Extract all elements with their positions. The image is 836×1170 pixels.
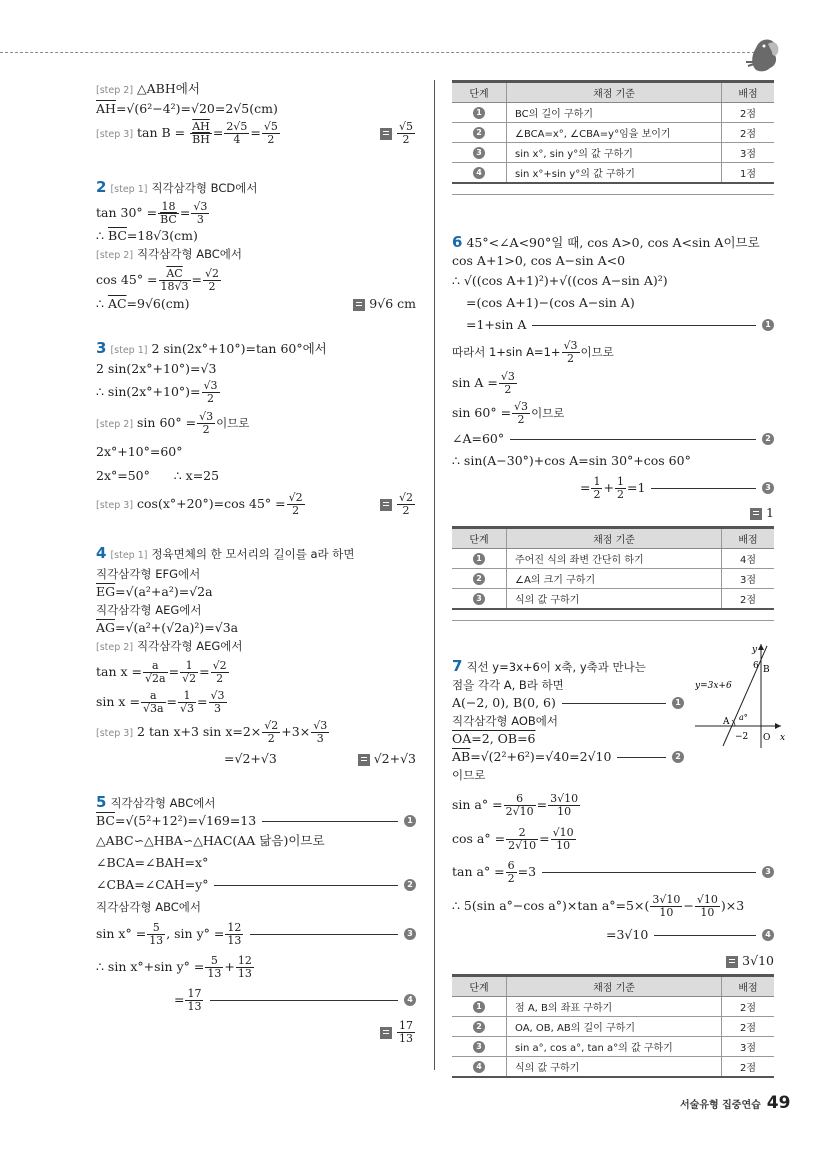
step-label: [step 1] xyxy=(110,550,148,561)
fraction: $\frac{√3}{3}$ xyxy=(210,689,225,715)
equation: =√(6²−4²)=√20=2√5(cm) xyxy=(115,101,278,116)
equation: =√(5²+12²)=√169=13 xyxy=(114,813,257,828)
text: △ABH에서 xyxy=(137,81,200,96)
equation: − xyxy=(683,898,694,913)
text: 직각삼각형 ABC에서 xyxy=(110,796,216,810)
step-mark-icon: 4 xyxy=(473,1061,485,1073)
equation: 2x°=50° ∴ x=25 xyxy=(96,468,220,483)
fraction: $\frac{5}{13}$ xyxy=(149,920,164,947)
table-header: 배점 xyxy=(722,528,775,549)
text: 이므로 xyxy=(580,345,614,359)
fraction: $\frac{1}{√3}$ xyxy=(180,689,195,715)
text: 직각삼각형 AOB에서 xyxy=(452,714,559,728)
svg-text:A: A xyxy=(723,717,730,727)
equation: =1+sin A xyxy=(466,317,527,332)
table-row: 3 sin x°, sin y°의 값 구하기 3점 xyxy=(452,143,774,163)
fraction: $\frac{√3}{2}$ xyxy=(514,400,529,426)
equation: )×3 xyxy=(720,898,745,913)
table-header: 단계 xyxy=(452,528,507,549)
table-header: 단계 xyxy=(452,82,507,103)
squirrel-mascot-icon xyxy=(742,30,784,76)
equation: tan 30° = xyxy=(96,205,158,220)
text: 직각삼각형 ABC에서 xyxy=(96,900,202,914)
answer: 9√6 cm xyxy=(353,295,416,313)
svg-text:O: O xyxy=(763,733,771,743)
fraction: $\frac{\overline{AC}}{18√3}$ xyxy=(160,267,189,293)
equation: =(cos A+1)−(cos A−sin A) xyxy=(466,295,635,310)
fraction: $\frac{√10}{10}$ xyxy=(696,893,718,919)
text: 이므로 xyxy=(216,416,250,430)
equation: A(−2, 0), B(0, 6) xyxy=(452,695,556,710)
segment-label: $\overline{BC}$ xyxy=(107,228,127,243)
segment-label: $\overline{BC}$ xyxy=(96,813,115,828)
table-row: 4 식의 값 구하기 2점 xyxy=(452,1057,774,1078)
fraction: $\frac{1}{√2}$ xyxy=(182,659,197,685)
fraction: $\frac{√2}{2}$ xyxy=(288,491,303,517)
fraction: $\frac{17}{13}$ xyxy=(187,986,202,1013)
equation: = xyxy=(580,479,591,495)
segment-label: $\overline{AC}$ xyxy=(107,296,127,311)
grading-table-q6 xyxy=(452,526,774,610)
fraction: $\frac{5}{13}$ xyxy=(207,954,222,980)
fraction: $\frac{12}{13}$ xyxy=(237,954,252,980)
step-mark-icon: 3 xyxy=(473,147,485,159)
step-mark-icon: 3 xyxy=(762,866,774,878)
equation: OA=2, OB=6 xyxy=(452,731,536,746)
equation: ∠CBA=∠CAH=y° xyxy=(96,877,209,892)
footer-title: 서술유형 집중연습 xyxy=(680,1100,761,1111)
table-row: 1 BC의 길이 구하기 2점 xyxy=(452,103,774,123)
answer-icon xyxy=(726,956,738,968)
equation: sin a° = xyxy=(452,797,503,812)
step-mark-icon: 2 xyxy=(473,1021,485,1033)
equation: tan B = xyxy=(137,125,186,140)
equation: cos 45° = xyxy=(96,272,158,287)
step-label: [step 3] xyxy=(96,129,134,140)
equation: ∴ √((cos A+1)²)+√((cos A−sin A)²) xyxy=(452,273,668,288)
svg-text:x: x xyxy=(780,733,785,743)
step-mark-icon: 3 xyxy=(404,928,416,940)
segment-label: $\overline{AB}$ xyxy=(452,749,471,764)
answer-icon xyxy=(750,508,762,520)
fraction: $\frac{√3}{2}$ xyxy=(500,370,515,396)
step-label: [step 2] xyxy=(96,642,134,653)
equation: sin 60° = xyxy=(452,405,512,420)
fraction: $\frac{√2}{2}$ xyxy=(264,719,279,745)
step-mark-icon: 1 xyxy=(672,697,684,709)
text: 직각삼각형 ABC에서 xyxy=(137,247,243,261)
fraction: $\frac{\overline{AH}}{BH}$ xyxy=(192,120,210,146)
table-header: 채점 기준 xyxy=(507,976,722,997)
text: 직각삼각형 AEG에서 xyxy=(96,603,202,617)
step-label: [step 3] xyxy=(96,728,134,739)
answer: √2+√3 xyxy=(358,747,416,771)
step-label: [step 1] xyxy=(110,184,148,195)
equation: ∴ sin(A−30°)+cos A=sin 30°+cos 60° xyxy=(452,453,691,468)
equation: =√2+√3 xyxy=(224,751,277,766)
table-header: 단계 xyxy=(452,976,507,997)
fraction: $\frac{6}{2√10}$ xyxy=(505,792,534,818)
answer: $\frac{√5}{2}$ xyxy=(380,118,416,148)
equation: sin x = xyxy=(96,694,140,709)
fraction: $\frac{12}{13}$ xyxy=(227,920,242,947)
equation: =√(a²+a²)=√2a xyxy=(115,584,213,599)
table-row: 2 OA, OB, AB의 길이 구하기 2점 xyxy=(452,1017,774,1037)
column-divider xyxy=(434,80,435,1070)
fraction: $\frac{a}{√2a}$ xyxy=(145,659,166,685)
text: 직각삼각형 EFG에서 xyxy=(96,567,201,581)
table-row: 1 점 A, B의 좌표 구하기 2점 xyxy=(452,997,774,1017)
equation: cos A+1>0, cos A−sin A<0 xyxy=(452,253,626,268)
fraction: $\frac{1}{2}$ xyxy=(616,474,624,501)
fraction: $\frac{a}{√3a}$ xyxy=(142,689,164,715)
fraction: $\frac{√10}{10}$ xyxy=(552,826,574,852)
equation: =1 xyxy=(626,479,646,495)
step-mark-icon: 2 xyxy=(672,751,684,763)
equation: cos(x°+20°)=cos 45° = xyxy=(137,496,286,511)
step-mark-icon: 1 xyxy=(404,815,416,827)
equation: =√(2²+6²)=√40=2√10 xyxy=(470,749,612,764)
text: 이므로 xyxy=(452,768,486,782)
page-footer xyxy=(680,1093,790,1113)
step-label: [step 1] xyxy=(110,345,148,356)
fraction: $\frac{√2}{2}$ xyxy=(205,267,220,293)
equation: =9√6(cm) xyxy=(126,296,190,311)
answer-icon xyxy=(380,128,392,140)
table-row: 3 식의 값 구하기 2점 xyxy=(452,589,774,610)
equation: =3 xyxy=(517,863,537,879)
answer-icon xyxy=(380,1027,392,1039)
equation: =18√3(cm) xyxy=(126,228,198,243)
answer-icon xyxy=(380,499,392,511)
segment-label: $\overline{AH}$ xyxy=(96,101,116,116)
fraction: $\frac{3√10}{10}$ xyxy=(652,893,681,919)
answer: 1 xyxy=(750,504,774,522)
text: 이므로 xyxy=(531,406,565,420)
fraction: $\frac{√2}{2}$ xyxy=(212,659,227,685)
segment-label: $\overline{AG}$ xyxy=(96,620,116,635)
equation: ∴ 5(sin a°−cos a°)×tan a°=5×( xyxy=(452,898,650,913)
table-row: 4 sin x°+sin y°의 값 구하기 1점 xyxy=(452,163,774,184)
fraction: $\frac{2√5}{4}$ xyxy=(226,120,248,146)
question-number: 3 xyxy=(96,339,107,357)
divider xyxy=(452,620,774,621)
fraction: $\frac{1}{2}$ xyxy=(593,474,601,501)
fraction: $\frac{6}{2}$ xyxy=(507,858,515,885)
equation: ∴ sin x°+sin y° = xyxy=(96,959,205,974)
equation: cos a° = xyxy=(452,831,506,846)
therefore: ∴ xyxy=(96,228,104,243)
text: 직선 y=3x+6이 x축, y축과 만나는 xyxy=(466,660,646,674)
text: 직각삼각형 BCD에서 xyxy=(151,181,258,195)
line-graph-diagram xyxy=(695,640,785,750)
step-mark-icon: 4 xyxy=(404,994,416,1006)
table-row: 1 주어진 식의 좌변 간단히 하기 4점 xyxy=(452,549,774,569)
table-row: 3 sin a°, cos a°, tan a°의 값 구하기 3점 xyxy=(452,1037,774,1057)
table-header: 배점 xyxy=(722,976,775,997)
equation: =3√10 xyxy=(606,927,649,942)
grading-table-q5 xyxy=(452,80,774,184)
fraction: $\frac{18}{BC}$ xyxy=(160,200,177,226)
fraction: $\frac{√3}{2}$ xyxy=(199,410,214,436)
equation: = xyxy=(174,991,185,1007)
equation: ∴ sin(2x°+10°)= xyxy=(96,384,201,399)
equation: △ABC∽△HBA∽△HAC(AA 닮음)이므로 xyxy=(96,833,325,848)
table-row: 2 ∠BCA=x°, ∠CBA=y°임을 보이기 2점 xyxy=(452,123,774,143)
text: 직각삼각형 AEG에서 xyxy=(137,639,243,653)
fraction: $\frac{√3}{2}$ xyxy=(563,339,578,365)
step-mark-icon: 1 xyxy=(473,107,485,119)
equation: ∠BCA=∠BAH=x° xyxy=(96,855,209,870)
equation: tan a° = xyxy=(452,863,505,879)
step-label: [step 2] xyxy=(96,85,134,96)
svg-text:a°: a° xyxy=(739,713,748,722)
table-header: 채점 기준 xyxy=(507,82,722,103)
answer: $\frac{17}{13}$ xyxy=(380,1020,416,1045)
page-number: 49 xyxy=(766,1093,791,1113)
equation: sin A = xyxy=(452,375,498,390)
fraction: $\frac{√3}{3}$ xyxy=(193,200,208,226)
svg-text:−2: −2 xyxy=(735,732,749,742)
equation: +3× xyxy=(281,724,311,739)
question-number: 4 xyxy=(96,544,107,562)
step-mark-icon: 4 xyxy=(762,929,774,941)
table-header: 채점 기준 xyxy=(507,528,722,549)
step-mark-icon: 2 xyxy=(473,573,485,585)
answer-icon xyxy=(353,299,365,311)
equation: sin x° = xyxy=(96,925,147,941)
equation: 2x°+10°=60° xyxy=(96,444,183,459)
svg-text:y=3x+6: y=3x+6 xyxy=(695,681,732,691)
equation: ∠A=60° xyxy=(452,431,505,446)
step-mark-icon: 3 xyxy=(762,482,774,494)
question-number: 7 xyxy=(452,657,463,675)
fraction: $\frac{2}{2√10}$ xyxy=(508,826,537,852)
equation: + xyxy=(603,479,614,495)
text: 점을 각각 A, B라 하면 xyxy=(452,678,564,692)
equation: sin 60° = xyxy=(137,415,197,430)
fraction: $\frac{√3}{3}$ xyxy=(313,719,328,745)
left-column: [step 2] △ABH에서 $\overline{AH}=√(6^2-4^2)=√20=2√5(cm)$ [step 3] tan B = $\frac{\overline{AH}}{BH}$ = $\frac{2√5}{4}$ = $\frac{√5}{2}$ $\frac{√5}{2}$ 2 [step 1] 직각삼각형 BCD에서 tan 30° = $\frac{18}{BC}$ = $\frac{√3}{3}$ ∴ $\overline{BC}=18√3(cm)$ [step 2] 직각삼각형 ABC에서 cos 45° = $\frac{\overline{AC}}{18√3}$ = $\frac{√2}{2}$ ∴ $\overline{AC}=9√6(cm)$ 9√6 cm 3 [step 1] 2 sin(2x°+10°)=tan 60°에서 2 sin(2x°+10°)=√3 ∴ sin(2x°+10°)= $\frac{√3}{2}$ [step 2] sin 60° = $\frac{√3}{2}$ 이므로 2x°+10°=60° 2x°=50° ∴ x=25 [step 3] cos(x°+20°)=cos 45° = $\frac{√2}{2}$ $\frac{√2}{2}$ 4 [step 1] 정육면체의 한 모서리의 길이를 a라 하면 직각삼각형 EFG에서 $\overline{EG}=√(a^2+a^2)=√2a$ 직각삼각형 AEG에서 $\overline{AG}=√(a^2+(√2a)^2)=√3a$ [step 2] 직각삼각형 AEG에서 tan x = $\frac{a}{√2a}$ = $\frac{1}{√2}$ = $\frac{√2}{2}$ sin x = $\frac{a}{√3a}$ = $\frac{1}{√3}$ = $\frac{√3}{3}$ [step 3] 2 tan x+3 sin x=2× $\frac{√2}{2}$ +3× $\frac{√3}{3}$ =√2+√3 √2+√3 5 직각삼각형 ABC에서 $\overline{BC}=√(5^2+12^2)=√169=13$ 1 △ABC∽△HBA∽△HAC(AA 닮음)이므로 ∠BCA=∠BAH=x° ∠CBA=∠CAH=y° 2 직각삼각형 ABC에서 sin x° = $\frac{5}{13}$ , sin y° = $\frac{12}{13}$ 3 ∴ sin x°+sin y° = $\frac{5}{13}$ + $\frac{12}{13}$ = $\frac{17}{13}$ 4 $\frac{17}{13}$ xyxy=(96,81,416,1045)
question-number: 5 xyxy=(96,793,107,811)
text: 정육면체의 한 모서리의 길이를 a라 하면 xyxy=(151,547,355,561)
fraction: $\frac{3√10}{10}$ xyxy=(550,792,579,818)
step-mark-icon: 2 xyxy=(473,127,485,139)
step-label: [step 2] xyxy=(96,419,134,430)
equation: 따라서 1+sin A=1+ xyxy=(452,345,561,359)
answer: $\frac{√2}{2}$ xyxy=(380,488,416,520)
question-number: 2 xyxy=(96,178,107,196)
equation: , sin y° = xyxy=(166,925,225,941)
right-column: 단계 채점 기준 배점 1 BC의 길이 구하기 2점 2 ∠BCA=x°, ∠CBA=y°임을 보이기 2점 3 sin x°, sin y°의 값 구하기 3점 4 sin x°+sin y°의 값 구하기 1점 6 45°<∠A<90°일 때, cos A>0, cos A<sin A이므로 cos A+1>0, cos A−sin A<0 ∴ √((cos A+1)²)+√((cos A−sin A)²) =(cos A+1)−(cos A−sin A) =1+sin A 1 따라서 1+sin A=1+ $\frac{√3}{2}$ 이므로 sin A = $\frac{√3}{2}$ sin 60° = $\frac{√3}{2}$ 이므로 ∠A=60° 2 ∴ sin(A−30°)+cos A=sin 30°+cos 60° = $\frac{1}{2}$ + $\frac{1}{2}$ =1 3 1 단계 채점 기준 배점 1 주어진 식의 좌변 간단히 하기 4점 2 ∠A의 크기 구하기 3점 3 식의 값 구하기 2점 7 직선 y=3x+6이 x축, y축과 만나는 점을 각각 A, B라 하면 A(−2, 0), B(0, 6) 1 직각삼각형 AOB에서 OA=2, OB=6 $\overline{AB}=√(2^2+6^2)=√40=2√10$ 2 이므로 sin a° = $\frac{6}{2√10}$ = $\frac{3√10}{10}$ cos a° = $\frac{2}{2√10}$ = $\frac{√10}{10}$ tan a° = $\frac{6}{2}$ =3 3 ∴ 5(sin a°−cos a°)×tan a°=5×( $\frac{3√10}{10}$ − $\frac{√10}{10}$ )×3 =3√10 4 3√10 단계 채점 기준 배점 1 점 A, B의 좌표 구하기 2점 2 OA, OB, AB의 길이 구하기 2점 3 sin a°, cos a°, tan a°의 값 구하기 3점 4 식의 값 구하기 2점 xyxy=(452,80,774,1078)
equation: tan x = xyxy=(96,664,142,679)
table-row: 2 ∠A의 크기 구하기 3점 xyxy=(452,569,774,589)
divider xyxy=(452,194,774,195)
equation: 2 sin(2x°+10°)=√3 xyxy=(96,361,217,376)
step-mark-icon: 3 xyxy=(473,1041,485,1053)
step-mark-icon: 1 xyxy=(473,553,485,565)
equation: 2 tan x+3 sin x=2× xyxy=(137,724,262,739)
header-dashed-rule xyxy=(0,52,760,53)
equation: 2 sin(2x°+10°)=tan 60°에서 xyxy=(151,341,327,356)
answer: 3√10 xyxy=(726,952,774,970)
fraction: $\frac{√5}{2}$ xyxy=(263,120,278,146)
equation: 45°<∠A<90°일 때, cos A>0, cos A<sin A이므로 xyxy=(466,235,760,250)
equation: =√(a²+(√2a)²)=√3a xyxy=(115,620,239,635)
fraction: $\frac{√3}{2}$ xyxy=(203,379,218,405)
step-label: [step 2] xyxy=(96,250,134,261)
svg-text:B: B xyxy=(763,665,770,675)
therefore: ∴ xyxy=(96,296,104,311)
step-mark-icon: 1 xyxy=(762,319,774,331)
step-mark-icon: 1 xyxy=(473,1001,485,1013)
svg-text:y: y xyxy=(752,645,758,655)
step-mark-icon: 4 xyxy=(473,167,485,179)
step-label: [step 3] xyxy=(96,500,134,511)
grading-table-q7 xyxy=(452,974,774,1078)
svg-text:6: 6 xyxy=(753,661,759,671)
question-number: 6 xyxy=(452,233,463,251)
equation: + xyxy=(224,959,235,974)
step-mark-icon: 3 xyxy=(473,593,485,605)
step-mark-icon: 2 xyxy=(762,433,774,445)
step-mark-icon: 2 xyxy=(404,879,416,891)
answer-icon xyxy=(358,754,370,766)
table-header: 배점 xyxy=(722,82,775,103)
segment-label: $\overline{EG}$ xyxy=(96,584,116,599)
